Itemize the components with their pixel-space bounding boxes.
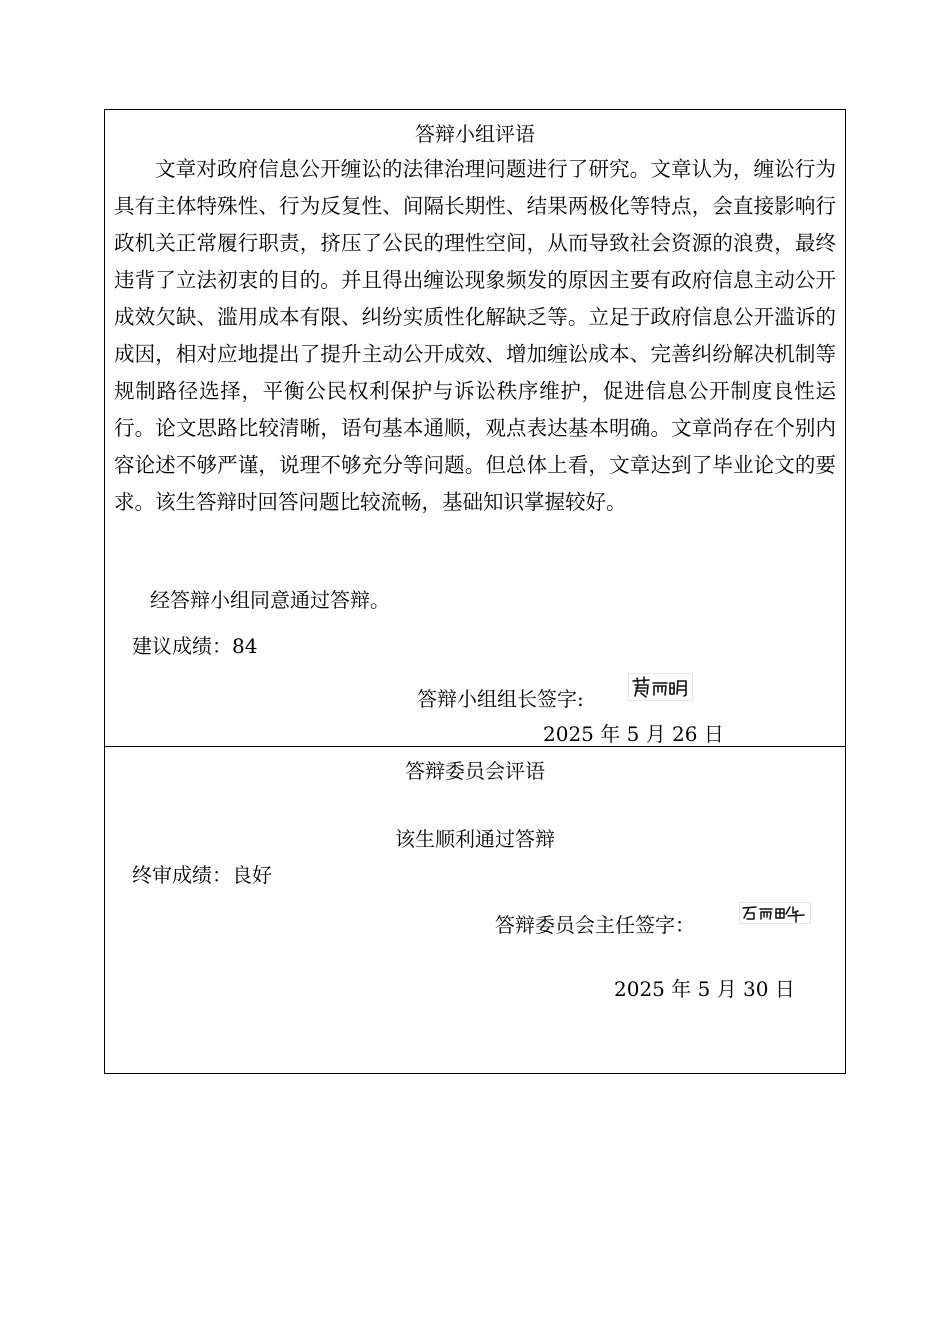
handwritten-signature-icon: [629, 674, 692, 700]
group-leader-signature-label: 答辩小组组长签字:: [417, 687, 584, 711]
committee-chair-signature-label: 答辩委员会主任签字：: [495, 913, 695, 937]
group-section-title: 答辩小组评语: [415, 122, 535, 146]
suggested-grade: 建议成绩：84: [132, 634, 258, 658]
group-conclusion: 经答辩小组同意通过答辩。: [150, 588, 390, 612]
evaluation-form-table: [104, 109, 846, 1074]
committee-date: 2025 年 5 月 30 日: [614, 977, 795, 1001]
section-divider: [105, 746, 845, 747]
committee-chair-signature: [739, 902, 811, 924]
committee-comment: 该生顺利通过答辩: [395, 827, 555, 851]
group-date: 2025 年 5 月 26 日: [543, 722, 724, 746]
final-grade: 终审成绩：良好: [132, 863, 272, 887]
committee-section-title: 答辩委员会评语: [405, 759, 545, 783]
group-comment-paragraph: 文章对政府信息公开缠讼的法律治理问题进行了研究。文章认为，缠讼行为具有主体特殊性、行为反复性、间隔长期性、结果两极化等特点，会直接影响行政机关正常履行职责，挤压了公民的理性空间，从而导致社会资源的浪费，最终违背了立法初衷的目的。并且得出缠讼现象频发的原因主要有政府信息主动公开成效欠缺、滥用成本有限、纠纷实质性化解缺乏等。立足于政府信息公开滥诉的成因，相对应地提出了提升主动公开成效、增加缠讼成本、完善纠纷解决机制等规制路径选择，平衡公民权利保护与诉讼秩序维护，促进信息公开制度良性运行。论文思路比较清晰，语句基本通顺，观点表达基本明确。文章尚存在个别内容论述不够严谨，说理不够充分等问题。但总体上看，文章达到了毕业论文的要求。该生答辩时回答问题比较流畅，基础知识掌握较好。: [114, 157, 836, 514]
handwritten-signature-icon: [740, 903, 810, 923]
group-leader-signature: [628, 673, 693, 701]
